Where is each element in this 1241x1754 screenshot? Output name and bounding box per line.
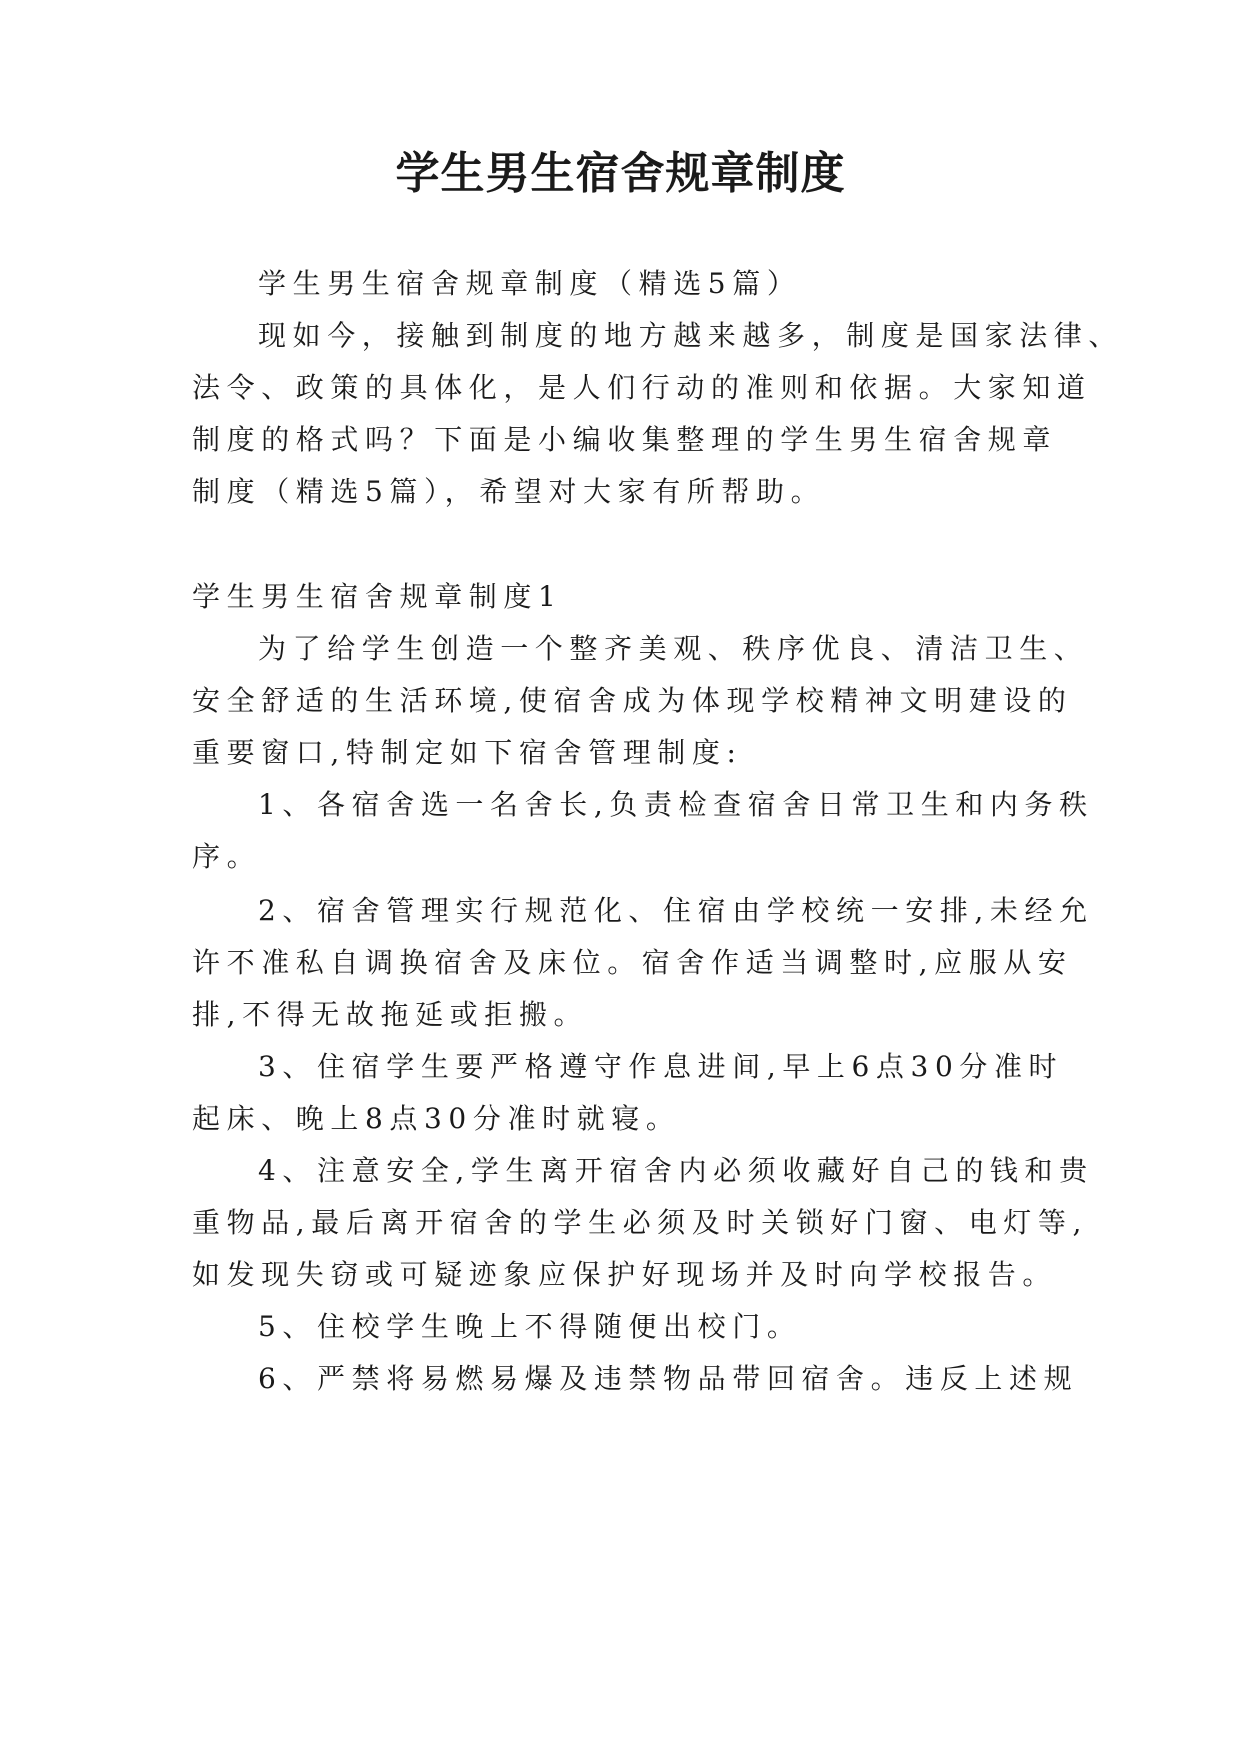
document-title: 学生男生宿舍规章制度 <box>395 148 846 199</box>
body-line: 安全舒适的生活环境,使宿舍成为体现学校精神文明建设的 <box>192 684 1073 717</box>
intro-line: 法令、政策的具体化，是人们行动的准则和依据。大家知道 <box>192 371 1092 404</box>
rule-item-line: 3、住宿学生要严格遵守作息进间,早上6点30分准时 <box>258 1050 1064 1083</box>
rule-item-line: 5、住校学生晚上不得随便出校门。 <box>258 1310 802 1343</box>
rule-item-line: 4、注意安全,学生离开宿舍内必须收藏好自己的钱和贵 <box>258 1154 1094 1187</box>
body-line: 重要窗口,特制定如下宿舍管理制度: <box>192 736 743 769</box>
subtitle-line: 学生男生宿舍规章制度（精选5篇） <box>258 267 802 300</box>
rule-item-line: 如发现失窃或可疑迹象应保护好现场并及时向学校报告。 <box>192 1258 1058 1291</box>
body-line: 为了给学生创造一个整齐美观、秩序优良、清洁卫生、 <box>258 632 1089 665</box>
rule-item-line: 6、严禁将易燃易爆及违禁物品带回宿舍。违反上述规 <box>258 1362 1079 1395</box>
rule-item-line: 序。 <box>192 840 262 873</box>
rule-item-line: 起床、晚上8点30分准时就寝。 <box>192 1102 681 1135</box>
section-heading: 学生男生宿舍规章制度1 <box>192 580 563 613</box>
rule-item-line: 重物品,最后离开宿舍的学生必须及时关锁好门窗、电灯等, <box>192 1206 1089 1239</box>
intro-line: 制度的格式吗？下面是小编收集整理的学生男生宿舍规章 <box>192 423 1058 456</box>
rule-item-line: 排,不得无故拖延或拒搬。 <box>192 998 589 1031</box>
intro-line: 现如今，接触到制度的地方越来越多，制度是国家法律、 <box>258 319 1124 352</box>
rule-item-line: 1、各宿舍选一名舍长,负责检查宿舍日常卫生和内务秩 <box>258 788 1094 821</box>
rule-item-line: 许不准私自调换宿舍及床位。宿舍作适当调整时,应服从安 <box>192 946 1073 979</box>
rule-item-line: 2、宿舍管理实行规范化、住宿由学校统一安排,未经允 <box>258 894 1094 927</box>
intro-line: 制度（精选5篇），希望对大家有所帮助。 <box>192 475 826 508</box>
